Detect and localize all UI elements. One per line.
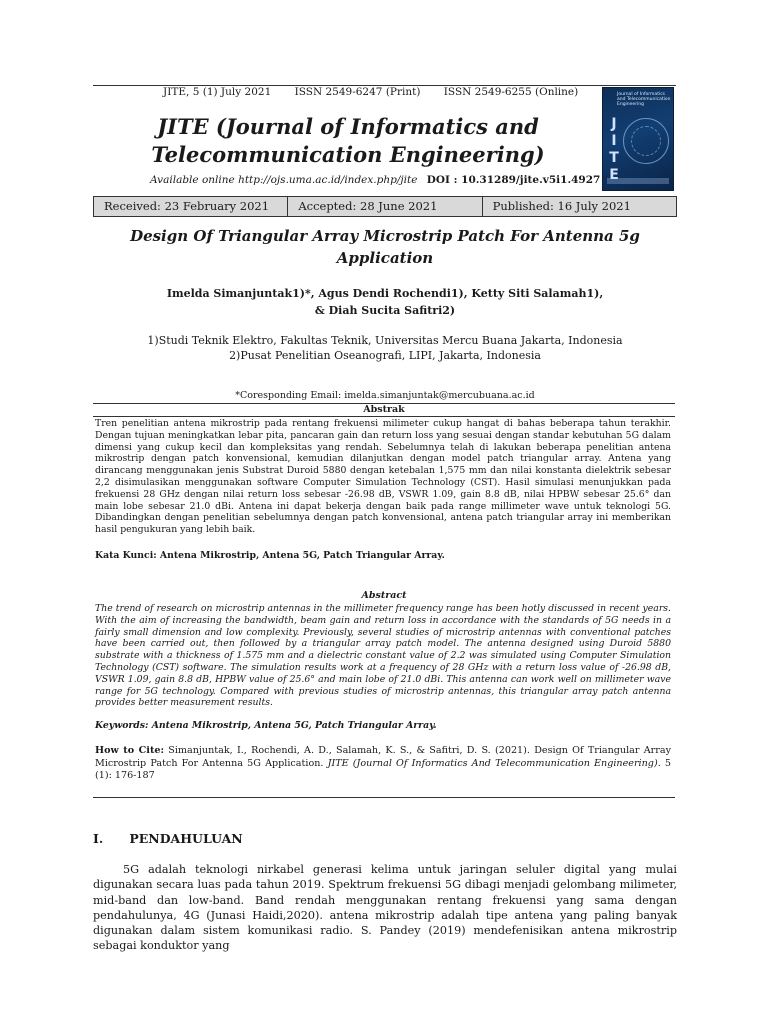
section-number: I. <box>93 831 104 846</box>
journal-meta-line <box>163 86 598 98</box>
affiliations <box>120 333 650 363</box>
issn-print: ISSN 2549-6247 (Print) <box>294 86 421 98</box>
paragraph-text: 5G adalah teknologi nirkabel generasi kelima untuk jaringan seluler digital yang mulai digunakan secara luas pada tahun 2019. Spektrum frekuensi 5G dibagi menjadi gelombang milimeter, mid-band dan low-band. Band rendah menggunakan rentang frekuensi yang sama dengan pendahulunya, 4G (Junasi Haidi,2020). antena mikrostrip adalah tipe antena yang paling banyak digunakan dalam sistem komunikasi radio. S. Pandey (2019) mendefenisikan antena mikrostrip sebagai konduktor yang <box>93 863 677 953</box>
section-title: PENDAHULUAN <box>129 831 243 846</box>
published-date: Published: 16 July 2021 <box>492 199 631 213</box>
doi-link[interactable]: DOI : 10.31289/jite.v5i1.4927 <box>426 174 601 186</box>
authors-line-2: & Diah Sucita Safitri2) <box>314 304 456 317</box>
corresponding-email[interactable]: *Coresponding Email: imelda.simanjuntak@mercubuana.ac.id <box>235 390 535 401</box>
accepted-date: Accepted: 28 June 2021 <box>288 197 482 216</box>
affiliation-2: 2)Pusat Penelitian Oseanografi, LIPI, Jakarta, Indonesia <box>229 349 541 362</box>
cite-journal: JITE (Journal Of Informatics And Telecommunication Engineering) <box>327 757 658 769</box>
cite-text: Simanjuntak, I., Rochendi, A. D., Salamah, K. S., & Safitri, D. S. (2021). Design Of Triangular Array Microstrip Patch For Antenna 5G Application. <box>95 745 671 769</box>
availability-line <box>150 174 600 186</box>
abstrak-heading-rule <box>93 416 675 417</box>
issn-online: ISSN 2549-6255 (Online) <box>443 86 579 98</box>
received-date: Received: 23 February 2021 <box>94 197 288 216</box>
cover-decoration-inner-circle <box>631 126 661 156</box>
section-heading <box>93 831 243 846</box>
journal-cover-image <box>602 87 674 191</box>
journal-url[interactable]: Available online http://ojs.uma.ac.id/index.php/jite <box>150 174 418 186</box>
abstrak-text: Tren penelitian antena mikrostrip pada rentang frekuensi milimeter cukup hangat di bahas beberapa tahun terakhir. Dengan tujuan meningkatkan lebar pita, pancaran gain dan return loss yang sesuai dengan standar kebutuhan 5G dalam dimensi yang cukup kecil dan kompleksitas yang rendah. Sebelumnya telah di lakukan beberapa penelitian antena mikrostrip dengan patch konvensional, kemudian dilanjutkan dengan model patch triangular array. Antena yang dirancang menggunakan jenis Substrat Duroid 5880 dengan ketebalan 1,575 mm dan nilai konstanta dielektrik sebesar 2,2 disimulasikan menggunakan software Computer Simulation Technology (CST). Hasil simulasi menunjukkan pada frekuensi 28 GHz dengan nilai return loss sebesar -26.98 dB, VSWR 1.09, gain 8.8 dB, nilai HPBW sebesar 25.6° dan main lobe sebesar 21.0 dBi. Antena ini dapat bekerja dengan baik pada range millimeter wave untuk teknologi 5G. Dibandingkan dengan penelitian sebelumnya dengan patch konvensional, antena patch triangular array ini memberikan hasil pengukuran yang lebih baik. <box>95 418 671 536</box>
authors <box>120 285 650 319</box>
cover-footer-strip <box>607 178 669 184</box>
citation-bottom-rule <box>93 797 675 798</box>
article-title: Design Of Triangular Array Microstrip Patch For Antenna 5g Application <box>130 227 640 267</box>
how-to-cite <box>95 745 671 783</box>
cover-title: Journal of Informatics and Telecommunication Engineering <box>617 92 671 107</box>
article-dates-bar <box>93 196 677 217</box>
affiliation-1: 1)Studi Teknik Elektro, Fakultas Teknik, Universitas Mercu Buana Jakarta, Indonesia <box>147 334 623 347</box>
authors-line-1: Imelda Simanjuntak1)*, Agus Dendi Rochendi1), Ketty Siti Salamah1), <box>166 287 604 300</box>
abstrak-heading: Abstrak <box>363 404 405 415</box>
volume-info: JITE, 5 (1) July 2021 <box>163 86 272 98</box>
introduction-paragraph <box>93 862 677 954</box>
kata-kunci: Kata Kunci: Antena Mikrostrip, Antena 5G, Patch Triangular Array. <box>95 550 445 561</box>
journal-title: JITE (Journal of Informatics and Telecommunication Engineering) <box>151 114 545 167</box>
keywords: Keywords: Antena Mikrostrip, Antena 5G, Patch Triangular Array. <box>95 720 437 731</box>
cover-logo: JITE <box>606 116 622 184</box>
cite-pages: . 5 (1): 176-187 <box>95 757 671 781</box>
abstract-text: The trend of research on microstrip antennas in the millimeter frequency range has been hotly discussed in recent years. With the aim of increasing the bandwidth, beam gain and return loss in accordance with the standards of 5G needs in a fairly small dimension and low complexity. Previously, several studies of microstrip antennas with conventional patches have been carried out, then followed by a triangular array patch model. The antenna designed using Duroid 5880 substrate with a thickness of 1.575 mm and a dielectric constant value of 2.2 was simulated using Computer Simulation Technology (CST) software. The simulation results work at a frequency of 28 GHz with a return loss value of -26.98 dB, VSWR 1.09, gain 8.8 dB, HPBW value of 25.6° and main lobe of 21.0 dBi. This antenna can work well on millimeter wave range for 5G technology. Compared with previous studies of microstrip antennas, this triangular array patch antenna provides better measurement results. <box>95 603 671 709</box>
cite-label: How to Cite: <box>95 745 165 756</box>
abstract-heading: Abstract <box>361 590 407 601</box>
